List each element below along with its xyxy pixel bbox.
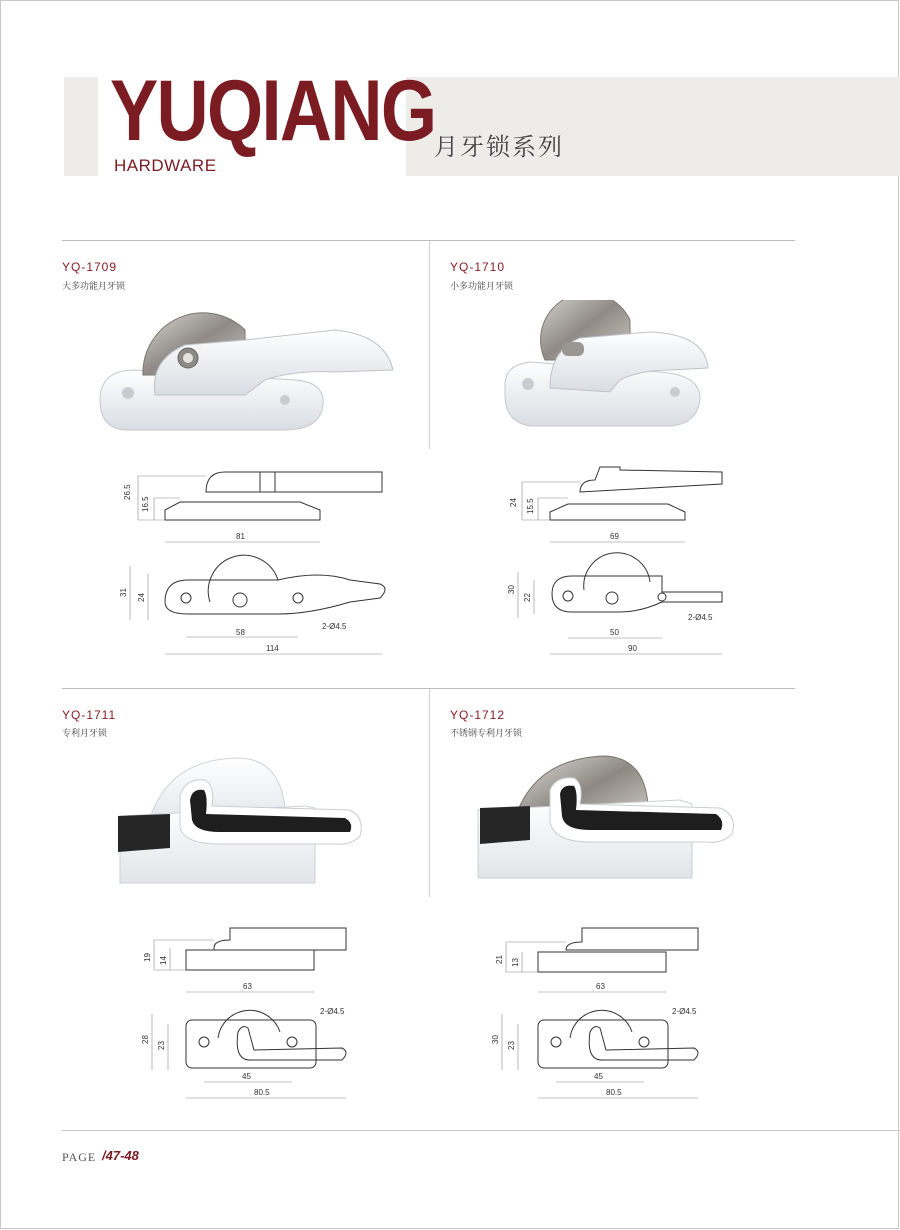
- dim-top-length: 114: [266, 644, 279, 653]
- dim-top-h-inner: 22: [523, 593, 532, 602]
- dim-top-length: 80.5: [254, 1088, 270, 1097]
- dim-side-h-base: 13: [511, 958, 520, 967]
- page-label: PAGE: [62, 1150, 97, 1164]
- dim-top-h-total: 30: [507, 585, 516, 594]
- product-desc-1709: 大多功能月牙锁: [62, 281, 126, 291]
- drawing-1711: [130, 920, 370, 1105]
- product-desc-1712: 不锈钢专利月牙锁: [450, 728, 523, 738]
- product-photo-1711: [110, 748, 380, 893]
- brand-subtitle: HARDWARE: [114, 156, 217, 175]
- dim-top-h-total: 30: [491, 1035, 500, 1044]
- dim-side-h-base: 15.5: [526, 498, 535, 514]
- dim-side-h-total: 19: [143, 953, 152, 962]
- divider-vertical-top: [429, 241, 430, 449]
- drawing-1709: [110, 462, 400, 662]
- dim-top-holes: 2-Ø4.5: [688, 613, 713, 622]
- dim-side-length: 81: [236, 532, 245, 541]
- series-title: 月牙锁系列: [434, 134, 564, 161]
- dim-top-h-inner: 24: [137, 593, 146, 602]
- dim-top-holes: 2-Ø4.5: [672, 1007, 697, 1016]
- dim-top-spacing: 50: [610, 628, 619, 637]
- dim-top-holes: 2-Ø4.5: [320, 1007, 345, 1016]
- dim-top-spacing: 45: [594, 1072, 603, 1081]
- dim-top-spacing: 58: [236, 628, 245, 637]
- product-model-1711: YQ-1711: [62, 708, 117, 722]
- divider-footer: [62, 1130, 900, 1131]
- dim-side-h-total: 26.5: [123, 484, 132, 500]
- dim-top-length: 90: [628, 644, 637, 653]
- product-model-1712: YQ-1712: [450, 708, 506, 722]
- dim-top-holes: 2-Ø4.5: [322, 622, 347, 631]
- header-band-left: [64, 77, 98, 176]
- dim-side-length: 69: [610, 532, 619, 541]
- product-model-1709: YQ-1709: [62, 260, 118, 274]
- brand-logo: YUQIANG: [110, 63, 436, 159]
- product-photo-1710: [500, 300, 720, 435]
- dim-top-h-inner: 23: [507, 1041, 516, 1050]
- dim-top-h-inner: 23: [157, 1041, 166, 1050]
- dim-top-h-total: 31: [119, 588, 128, 597]
- dim-top-h-total: 28: [141, 1035, 150, 1044]
- page-number: /47-48: [102, 1148, 139, 1163]
- drawing-1710: [500, 462, 740, 662]
- dim-top-spacing: 45: [242, 1072, 251, 1081]
- product-photo-1712: [470, 748, 750, 893]
- product-model-1710: YQ-1710: [450, 260, 506, 274]
- drawing-1712: [480, 920, 720, 1105]
- dim-side-h-base: 14: [159, 956, 168, 965]
- dim-side-h-total: 21: [495, 955, 504, 964]
- dim-side-h-total: 24: [509, 498, 518, 507]
- divider-vertical-bottom: [429, 689, 430, 897]
- dim-side-h-base: 16.5: [141, 496, 150, 512]
- dim-side-length: 63: [596, 982, 605, 991]
- dim-top-length: 80.5: [606, 1088, 622, 1097]
- product-desc-1710: 小多功能月牙锁: [450, 281, 514, 291]
- dim-side-length: 63: [243, 982, 252, 991]
- product-photo-1709: [95, 300, 425, 440]
- product-desc-1711: 专利月牙锁: [62, 728, 108, 738]
